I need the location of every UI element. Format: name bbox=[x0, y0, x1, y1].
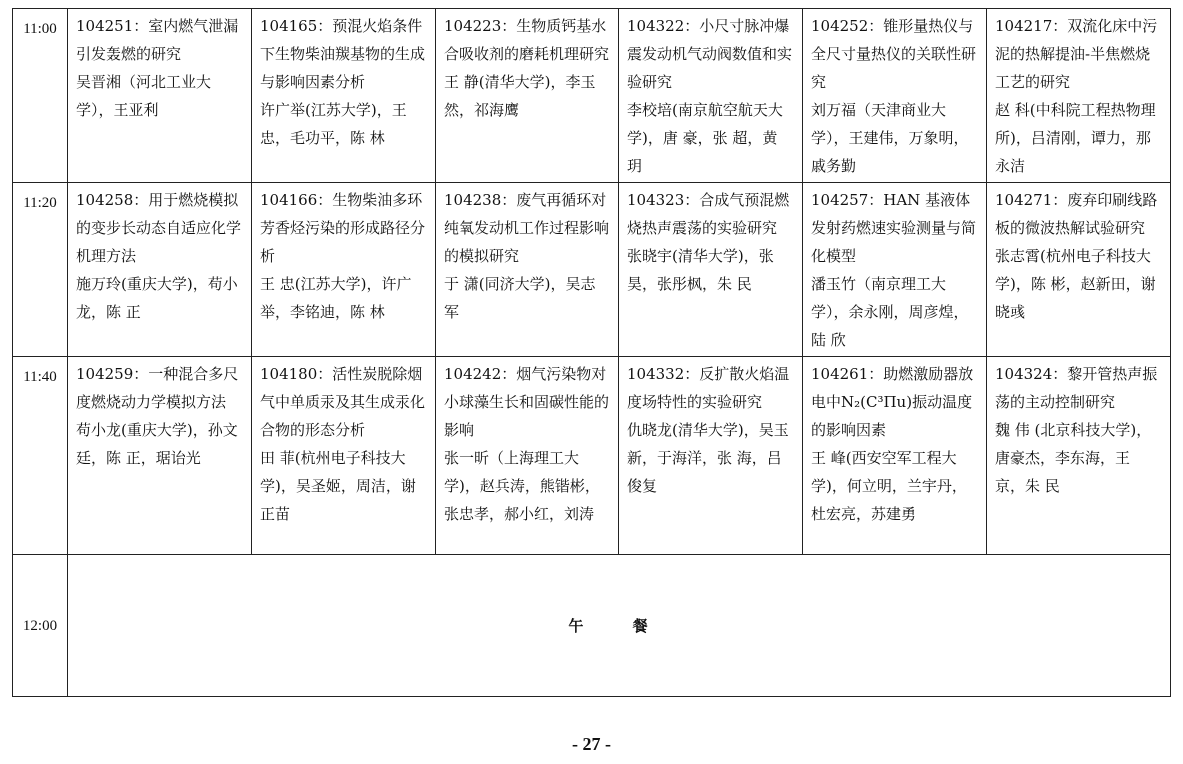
schedule-row bbox=[13, 9, 1171, 183]
paper-title: 104238：废气再循环对纯氧发动机工作过程影响的模拟研究 bbox=[444, 191, 610, 265]
paper-cell bbox=[619, 9, 803, 183]
time-slot: 11:00 bbox=[13, 9, 68, 183]
paper-cell bbox=[803, 183, 987, 357]
paper-authors: 张志霄(杭州电子科技大学)，陈 彬，赵新田，谢晓彧 bbox=[995, 247, 1156, 321]
paper-title: 104257：HAN 基液体发射药燃速实验测量与简化模型 bbox=[811, 191, 977, 265]
page-number: - 27 - bbox=[572, 734, 611, 754]
paper-cell bbox=[619, 183, 803, 357]
paper-cell bbox=[68, 357, 252, 555]
time-slot: 12:00 bbox=[13, 555, 68, 697]
paper-title: 104258：用于燃烧模拟的变步长动态自适应化学机理方法 bbox=[76, 191, 242, 265]
paper-authors: 田 菲(杭州电子科技大学)，吴圣姬，周洁，谢正苗 bbox=[260, 449, 416, 523]
paper-title: 104242：烟气污染物对小球藻生长和固碳性能的影响 bbox=[444, 365, 610, 439]
time-slot: 11:20 bbox=[13, 183, 68, 357]
paper-title: 104259：一种混合多尺度燃烧动力学模拟方法 bbox=[76, 365, 239, 411]
paper-cell bbox=[68, 9, 252, 183]
paper-cell bbox=[987, 357, 1171, 555]
paper-authors: 张一昕（上海理工大学)，赵兵涛，熊锴彬，张忠孝，郝小红，刘涛 bbox=[444, 449, 600, 523]
paper-cell bbox=[803, 9, 987, 183]
paper-title: 104251：室内燃气泄漏引发轰燃的研究 bbox=[76, 17, 239, 63]
paper-cell bbox=[68, 183, 252, 357]
paper-title: 104252：锥形量热仪与全尺寸量热仪的关联性研究 bbox=[811, 17, 977, 91]
paper-authors: 潘玉竹（南京理工大学），余永刚，周彦煌，陆 欣 bbox=[811, 275, 969, 349]
paper-cell bbox=[436, 357, 619, 555]
paper-title: 104332：反扩散火焰温度场特性的实验研究 bbox=[627, 365, 790, 411]
paper-authors: 于 潇(同济大学)，吴志军 bbox=[444, 275, 596, 321]
paper-title: 104271：废弃印刷线路板的微波热解试验研究 bbox=[995, 191, 1158, 237]
paper-authors: 王 峰(西安空军工程大学)，何立明，兰宇丹，杜宏亮，苏建勇 bbox=[811, 449, 967, 523]
paper-title: 104165：预混火焰条件下生物柴油羰基物的生成与影响因素分析 bbox=[260, 17, 426, 91]
paper-authors: 仇晓龙(清华大学)，吴玉新，于海洋，张 海，吕俊复 bbox=[627, 421, 789, 495]
paper-cell bbox=[252, 183, 436, 357]
paper-title: 104166：生物柴油多环芳香烃污染的形成路径分析 bbox=[260, 191, 426, 265]
paper-cell bbox=[252, 357, 436, 555]
paper-authors: 魏 伟 (北京科技大学)，唐豪杰，李东海，王 京，朱 民 bbox=[995, 421, 1152, 495]
paper-title: 104180：活性炭脱除烟气中单质汞及其生成汞化合物的形态分析 bbox=[260, 365, 426, 439]
schedule-row bbox=[13, 183, 1171, 357]
paper-cell bbox=[987, 9, 1171, 183]
paper-cell bbox=[803, 357, 987, 555]
paper-authors: 张晓宇(清华大学)，张昊，张彤枫，朱 民 bbox=[627, 247, 774, 293]
paper-authors: 李校培(南京航空航天大学)，唐 豪，张 超，黄 玥 bbox=[627, 101, 783, 175]
paper-title: 104223：生物质钙基水合吸收剂的磨耗机理研究 bbox=[444, 17, 610, 63]
paper-authors: 王 忠(江苏大学)，许广举，李铭迪，陈 林 bbox=[260, 275, 412, 321]
paper-title: 104261：助燃激励器放电中N₂(C³Πu)振动温度的影响因素 bbox=[811, 365, 974, 439]
paper-title: 104322：小尺寸脉冲爆震发动机气动阀数值和实验研究 bbox=[627, 17, 793, 91]
paper-title: 104323：合成气预混燃烧热声震荡的实验研究 bbox=[627, 191, 790, 237]
paper-authors: 赵 科(中科院工程热物理所)，吕清刚，谭力，那永洁 bbox=[995, 101, 1156, 175]
paper-cell bbox=[436, 183, 619, 357]
paper-title: 104324：黎开管热声振荡的主动控制研究 bbox=[995, 365, 1158, 411]
paper-cell bbox=[252, 9, 436, 183]
paper-authors: 刘万福（天津商业大学），王建伟，万象明，戚务勤 bbox=[811, 101, 969, 175]
paper-title: 104217：双流化床中污泥的热解提油-半焦燃烧工艺的研究 bbox=[995, 17, 1158, 91]
paper-cell bbox=[619, 357, 803, 555]
paper-cell bbox=[436, 9, 619, 183]
paper-authors: 吴晋湘（河北工业大学），王亚利 bbox=[76, 73, 212, 119]
paper-authors: 苟小龙(重庆大学)，孙文廷，陈 正，琚诒光 bbox=[76, 421, 238, 467]
lunch-label: 午 餐 bbox=[68, 555, 1171, 697]
schedule-row bbox=[13, 357, 1171, 555]
paper-authors: 许广举(江苏大学)，王忠，毛功平，陈 林 bbox=[260, 101, 407, 147]
paper-authors: 王 静(清华大学)，李玉然，祁海鹰 bbox=[444, 73, 596, 119]
paper-authors: 施万玲(重庆大学)，苟小龙，陈 正 bbox=[76, 275, 238, 321]
paper-cell bbox=[987, 183, 1171, 357]
time-slot: 11:40 bbox=[13, 357, 68, 555]
lunch-row bbox=[13, 555, 1171, 697]
schedule-table bbox=[12, 8, 1171, 697]
